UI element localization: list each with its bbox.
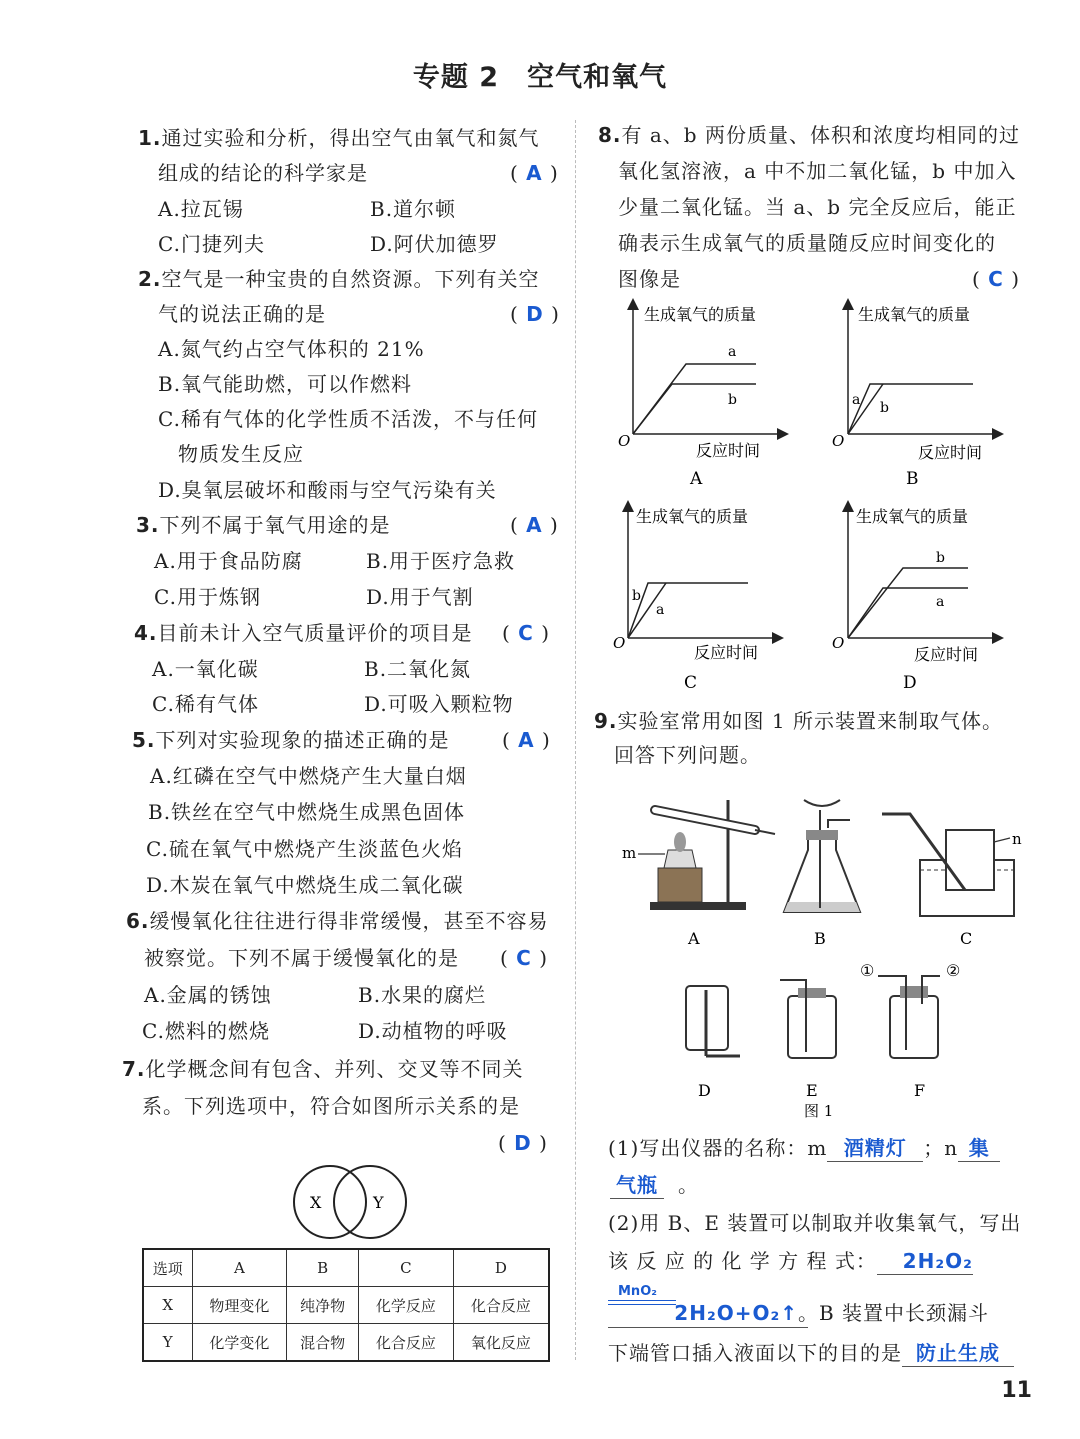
q5-option-b: B.铁丝在空气中燃烧生成黑色固体	[148, 800, 466, 824]
bottle-f	[890, 996, 938, 1058]
graph-d-label-b: b	[936, 550, 945, 566]
graph-a	[618, 304, 783, 489]
table-header-cell: A	[192, 1249, 287, 1287]
table-header-cell: 选项	[143, 1249, 192, 1287]
table-cell: 化学变化	[192, 1324, 287, 1362]
q1-answer: ( A )	[510, 161, 559, 185]
port-2: ②	[946, 961, 961, 980]
conical-flask	[784, 832, 860, 912]
q8-answer: ( C )	[972, 267, 1021, 291]
q3-answer: ( A )	[510, 513, 559, 537]
q2-line1: 2.空气是一种宝贵的自然资源。下列有关空	[138, 267, 540, 291]
q3-option-c: C.用于炼钢	[154, 585, 261, 609]
q7-answer: ( D )	[498, 1131, 548, 1155]
apparatus-e	[780, 980, 836, 1100]
bottle-e	[788, 996, 836, 1058]
q9-part2-line3: 2H₂O+O₂↑。B 装置中长颈漏斗	[674, 1301, 990, 1325]
page-title: 专题 2 空气和氧气	[412, 62, 668, 93]
graph-b	[832, 304, 998, 489]
table-cell: 纯净物	[287, 1287, 359, 1324]
q2-answer: ( D )	[510, 302, 560, 326]
graph-d-label-a: a	[936, 594, 945, 610]
q9-part1-cont: 气瓶 。	[610, 1172, 699, 1199]
graph-d-xlabel: 反应时间	[914, 645, 979, 664]
graph-b-origin: O	[832, 432, 845, 450]
gas-jar	[946, 830, 994, 890]
q3-line1: 3.下列不属于氧气用途的是	[136, 513, 391, 537]
table-cell: 氧化反应	[453, 1324, 549, 1362]
venn-circle-y	[334, 1166, 406, 1238]
apparatus-b	[784, 800, 860, 948]
q4-option-a: A.一氧化碳	[152, 657, 259, 681]
table-row	[143, 1249, 549, 1287]
flame-icon	[674, 832, 686, 852]
apparatus-c-label: C	[960, 929, 973, 948]
q4-option-c: C.稀有气体	[152, 692, 259, 716]
table-cell: 化学反应	[358, 1287, 453, 1324]
q2-option-d: D.臭氧层破坏和酸雨与空气污染有关	[158, 478, 497, 502]
q6-option-d: D.动植物的呼吸	[358, 1019, 508, 1043]
q9-line1: 9.实验室常用如图 1 所示装置来制取气体。	[594, 709, 1003, 733]
wood-block	[658, 868, 702, 902]
column-divider	[575, 120, 576, 1360]
q1-option-d: D.阿伏加德罗	[370, 232, 499, 256]
graph-c-label-a: a	[656, 602, 665, 618]
q6-line2: 被察觉。下列不属于缓慢氧化的是	[144, 946, 459, 970]
q3-option-a: A.用于食品防腐	[154, 549, 303, 573]
graph-a-line-a	[633, 364, 756, 434]
page-number: 11	[1001, 1378, 1032, 1403]
q5-option-a: A.红磷在空气中燃烧产生大量白烟	[150, 764, 467, 788]
stopper	[806, 830, 838, 840]
apparatus-d	[686, 986, 740, 1100]
q9-line2: 回答下列问题。	[614, 743, 761, 767]
q1-option-c: C.门捷列夫	[158, 232, 265, 256]
label-n: n	[1012, 830, 1022, 848]
table-header-cell: D	[453, 1249, 549, 1287]
table-cell: 化合反应	[453, 1287, 549, 1324]
q4-option-d: D.可吸入颗粒物	[364, 692, 514, 716]
funnel	[804, 800, 840, 806]
label-m: m	[622, 844, 637, 862]
graph-d-ylabel: 生成氧气的质量	[856, 507, 969, 526]
apparatus-figure	[610, 790, 1050, 1130]
graph-c-label-b: b	[632, 588, 641, 604]
table-header-cell: C	[358, 1249, 453, 1287]
apparatus-b-label: B	[814, 929, 826, 948]
q9-part2-line2: 该 反 应 的 化 学 方 程 式： 2H₂O₂	[608, 1249, 973, 1273]
graph-b-label-a: a	[852, 392, 861, 408]
q8-line3: 少量二氧化锰。当 a、b 完全反应后，能正	[618, 195, 1017, 219]
apparatus-c	[882, 814, 1022, 948]
q5-option-d: D.木炭在氧气中燃烧生成二氧化碳	[146, 873, 464, 897]
q2-option-c-cont: 物质发生反应	[178, 442, 304, 466]
apparatus-a	[622, 800, 775, 948]
graph-d-line-a	[848, 588, 968, 638]
apparatus-e-label: E	[806, 1081, 818, 1100]
graph-a-xlabel: 反应时间	[696, 441, 761, 460]
graph-d	[832, 506, 998, 693]
q6-line1: 6.缓慢氧化往往进行得非常缓慢，甚至不容易	[126, 909, 549, 933]
graph-d-line-b	[848, 568, 968, 638]
alcohol-lamp	[664, 850, 696, 868]
graph-b-label-b: b	[880, 400, 889, 416]
apparatus-f-label: F	[914, 1081, 926, 1100]
graph-d-name: D	[903, 673, 917, 693]
venn-label-y: Y	[373, 1193, 384, 1212]
graph-d-origin: O	[832, 634, 845, 652]
q4-option-b: B.二氧化氮	[364, 657, 472, 681]
q9-part2-line4: 下端管口插入液面以下的目的是 防止生成	[608, 1340, 1014, 1367]
venn-label-x: X	[310, 1193, 322, 1212]
q6-answer: ( C )	[500, 946, 549, 970]
q4-line1: 4.目前未计入空气质量评价的项目是	[134, 621, 473, 645]
table-cell: 物理变化	[192, 1287, 287, 1324]
q1-option-a: A.拉瓦锡	[158, 197, 244, 221]
q5-line1: 5.下列对实验现象的描述正确的是	[132, 728, 450, 752]
graph-c-ylabel: 生成氧气的质量	[636, 507, 749, 526]
graph-c-name: C	[684, 673, 698, 693]
q5-option-c: C.硫在氧气中燃烧产生淡蓝色火焰	[146, 837, 463, 861]
q8-graphs	[608, 298, 1048, 698]
q4-answer: ( C )	[502, 621, 551, 645]
table-header-cell: B	[287, 1249, 359, 1287]
graph-b-line-a	[848, 384, 973, 434]
q8-line1: 8.有 a、b 两份质量、体积和浓度均相同的过	[598, 123, 1020, 147]
table-row	[143, 1324, 549, 1362]
graph-c-origin: O	[613, 634, 626, 652]
graph-b-ylabel: 生成氧气的质量	[858, 305, 971, 324]
table-cell: X	[143, 1287, 192, 1324]
q8-line4: 确表示生成氧气的质量随反应时间变化的	[618, 231, 996, 255]
catalyst: MnO₂	[618, 1284, 657, 1299]
q1-line1: 1.通过实验和分析，得出空气由氧气和氮气	[138, 126, 540, 150]
table-row	[143, 1287, 549, 1324]
q8-line5: 图像是	[618, 267, 681, 291]
apparatus-d-label: D	[698, 1081, 711, 1100]
q5-answer: ( A )	[502, 728, 551, 752]
graph-b-name: B	[906, 469, 919, 489]
table-cell: Y	[143, 1324, 192, 1362]
equation-equals	[608, 1300, 676, 1305]
q9-part1: (1)写出仪器的名称：m 酒精灯 ；n 集	[608, 1135, 1000, 1162]
q2-option-a: A.氮气约占空气体积的 21%	[158, 337, 425, 361]
table-cell: 混合物	[287, 1324, 359, 1362]
graph-a-name: A	[690, 469, 703, 489]
graph-a-origin: O	[618, 432, 631, 450]
venn-diagram	[280, 1160, 420, 1240]
q9-part2-line1: (2)用 B、E 装置可以制取并收集氧气，写出	[608, 1211, 1022, 1235]
q1-option-b: B.道尔顿	[370, 197, 457, 221]
q3-option-b: B.用于医疗急救	[366, 549, 516, 573]
q7-options-table	[142, 1248, 550, 1362]
q2-option-c: C.稀有气体的化学性质不活泼，不与任何	[158, 407, 538, 431]
equation-underline	[608, 1327, 808, 1328]
apparatus-f	[860, 961, 960, 1100]
table-cell: 化合反应	[358, 1324, 453, 1362]
q3-option-d: D.用于气割	[366, 585, 474, 609]
graph-a-ylabel: 生成氧气的质量	[644, 305, 757, 324]
stand-base	[650, 902, 746, 910]
graph-b-xlabel: 反应时间	[918, 443, 983, 462]
port-1: ①	[860, 961, 875, 980]
q8-line2: 氧化氢溶液，a 中不加二氧化锰，b 中加入	[618, 159, 1017, 183]
figure-caption: 图 1	[804, 1102, 834, 1120]
q2-line2: 气的说法正确的是	[158, 302, 326, 326]
q7-line1: 7.化学概念间有包含、并列、交叉等不同关	[122, 1057, 524, 1081]
graph-c-line-b	[628, 583, 748, 638]
q6-option-c: C.燃料的燃烧	[142, 1019, 270, 1043]
venn-circle-x	[294, 1166, 366, 1238]
apparatus-a-label: A	[688, 929, 700, 948]
graph-c-xlabel: 反应时间	[694, 643, 759, 662]
q1-line2: 组成的结论的科学家是	[158, 161, 368, 185]
graph-a-label-a: a	[728, 344, 737, 360]
q6-option-a: A.金属的锈蚀	[144, 983, 272, 1007]
q6-option-b: B.水果的腐烂	[358, 983, 487, 1007]
graph-c	[613, 506, 778, 693]
graph-a-label-b: b	[728, 392, 737, 408]
q2-option-b: B.氧气能助燃，可以作燃料	[158, 372, 413, 396]
q7-line2: 系。下列选项中，符合如图所示关系的是	[142, 1094, 520, 1118]
